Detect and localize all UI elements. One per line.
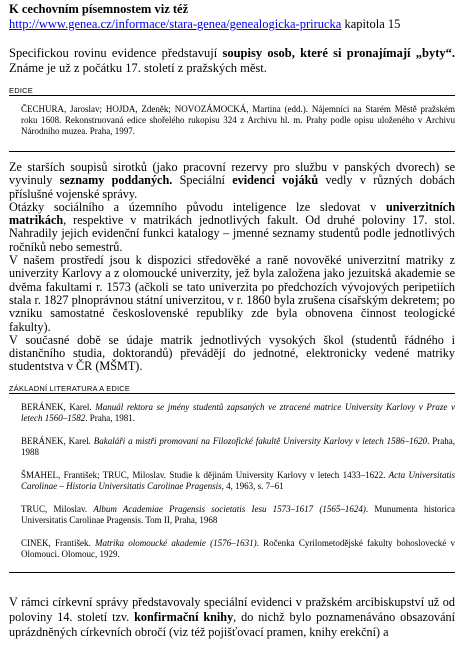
- divider: [9, 393, 455, 394]
- bold-term: konfirmační knihy: [134, 609, 234, 624]
- ref-tail: , 4, 1963, s. 7–61: [221, 480, 284, 491]
- literature-item: [21, 436, 455, 458]
- intro-text: Specifickou rovinu evidence představují: [9, 46, 223, 60]
- intro-bold: soupisy osob, které si pronajímají „byty“.: [222, 46, 455, 60]
- edice-label: EDICE: [9, 86, 33, 95]
- ref-tail: . Praha, 1988: [21, 435, 455, 457]
- intro-paragraph: [9, 46, 455, 75]
- text: V rámci církevní správy představovaly speciální evidenci v pražském arcibiskupství už od poloviny 14. století tzv.: [9, 594, 455, 624]
- genea-link[interactable]: http://www.genea.cz/informace/stara-genea/genealogicka-prirucka: [9, 17, 342, 31]
- divider: [9, 95, 455, 96]
- ref-title: Bakaláři a mistři promovaní na Filozofické fakultě University Karlovy v letech 1586–1620: [93, 435, 428, 446]
- divider: [9, 151, 455, 152]
- main-text: [9, 161, 455, 374]
- text: Otázky sociálního a územního původu inteligence lze sledovat v: [9, 199, 386, 214]
- reference-line: [9, 17, 455, 32]
- page: [9, 2, 455, 640]
- ref-title: Matrika olomoucké akademie (1576–1631): [94, 537, 257, 548]
- ref-title: Manuál rektora se jmény studentů zapsaných ve ztracené matrice University Karlovy v Praze v letech 1560–1582: [21, 401, 455, 423]
- bold-term: seznamy poddaných.: [59, 173, 173, 188]
- paragraph: V současné době se údaje matrik jednotlivých vysokých škol (studentů řádného i distančního studia, doktorandů) převádějí do jednotné, elektronicky vedené matriky studentstva v ČR (MŠMT).: [9, 332, 455, 374]
- text: , do nichž bylo poznamenáváno obsazování uprázdněných církevních obročí (viz též pojišťovací pramen, knihy erekční) a: [9, 609, 455, 639]
- literature-item: [21, 538, 455, 560]
- literature-item: [21, 470, 455, 492]
- paragraph: V našem prostředí jsou k dispozici středověké a raně novověké univerzitní matriky z univerzity Karlovy a z olomoucké univerzity, jež byla založena jako jezuitská akademie se dvěma fakultami r. 1573 (ačkoli se tato univerzita po předchozích vývojových peripetiích stala r. 1827 plnoprávnou státní univerzitou, v r. 1860 byla zrušena císařským dekretem; po vzniku samostatné československé republiky zde byla obnovena činnost teologické fakulty).: [9, 253, 455, 334]
- ref-tail: . Munumenta historica Universitatis Carolinae Pragensis. Tom II, Praha, 1968: [21, 503, 455, 525]
- intro-text-2: Známe je už z počátku 17. století z pražských měst.: [9, 60, 267, 75]
- ref-author: BERÁNEK, Karel.: [21, 435, 94, 446]
- divider: [9, 572, 455, 573]
- ref-title: Acta Universitatis Carolinae – Historia Universitatis Carolinae Pragensis: [21, 469, 455, 491]
- text: , respektive v matrikách jednotlivých fakult. Od druhé poloviny 17. stol. Nahradily jejich evidenční funkci katalogy – jmenné seznamy studentů podle jednotlivých ročníků nebo semestrů.: [9, 213, 455, 254]
- literature-item: [21, 504, 455, 526]
- bold-term: evidenci vojáků: [232, 173, 319, 188]
- ref-tail: . Ročenka Cyrilometodějské fakulty bohoslovecké v Olomouci. Olomouc, 1929.: [21, 537, 455, 559]
- bold-term: univerzitních matrikách: [9, 199, 455, 228]
- section-heading: K cechovním písemnostem viz též: [9, 2, 189, 16]
- literature-label: ZÁKLADNÍ LITERATURA A EDICE: [9, 383, 131, 393]
- ref-author: CINEK, František.: [21, 537, 95, 548]
- edice-reference: ČECHURA, Jaroslav; HOJDA, Zdeněk; NOVOZÁMOCKÁ, Martina (edd.). Nájemníci na Starém Městě pražském roku 1608. Rekonstruovaná edice shořelého rukopisu 324 z Archivu hl. m. Prahy podle opisu uloženého v Archivu Národního muzea. Praha, 1997.: [21, 104, 455, 136]
- literature-item: [21, 402, 455, 424]
- closing-paragraph: [9, 595, 455, 640]
- text: Speciální: [172, 173, 233, 188]
- ref-title: Album Academiae Pragensis societatis Iesu 1573–1617 (1565–1624): [93, 503, 366, 514]
- ref-author: BERÁNEK, Karel.: [21, 401, 96, 412]
- paragraph: [9, 161, 455, 201]
- text: Ze starších soupisů sirotků (jako pracovní rezervy pro službu v panských dvorech) se vyvinuly: [9, 160, 455, 188]
- text: vedly v různých dobách příslušné vojenské správy.: [9, 173, 455, 201]
- paragraph: [9, 201, 455, 254]
- ref-tail: . Praha, 1981.: [85, 412, 135, 423]
- ref-author: TRUC, Miloslav.: [21, 503, 94, 514]
- ref-author: ŠMAHEL, František; TRUC, Miloslav. Studie k dějinám University Karlovy v letech 1433–1622.: [21, 469, 389, 480]
- link-suffix: kapitola 15: [341, 17, 401, 31]
